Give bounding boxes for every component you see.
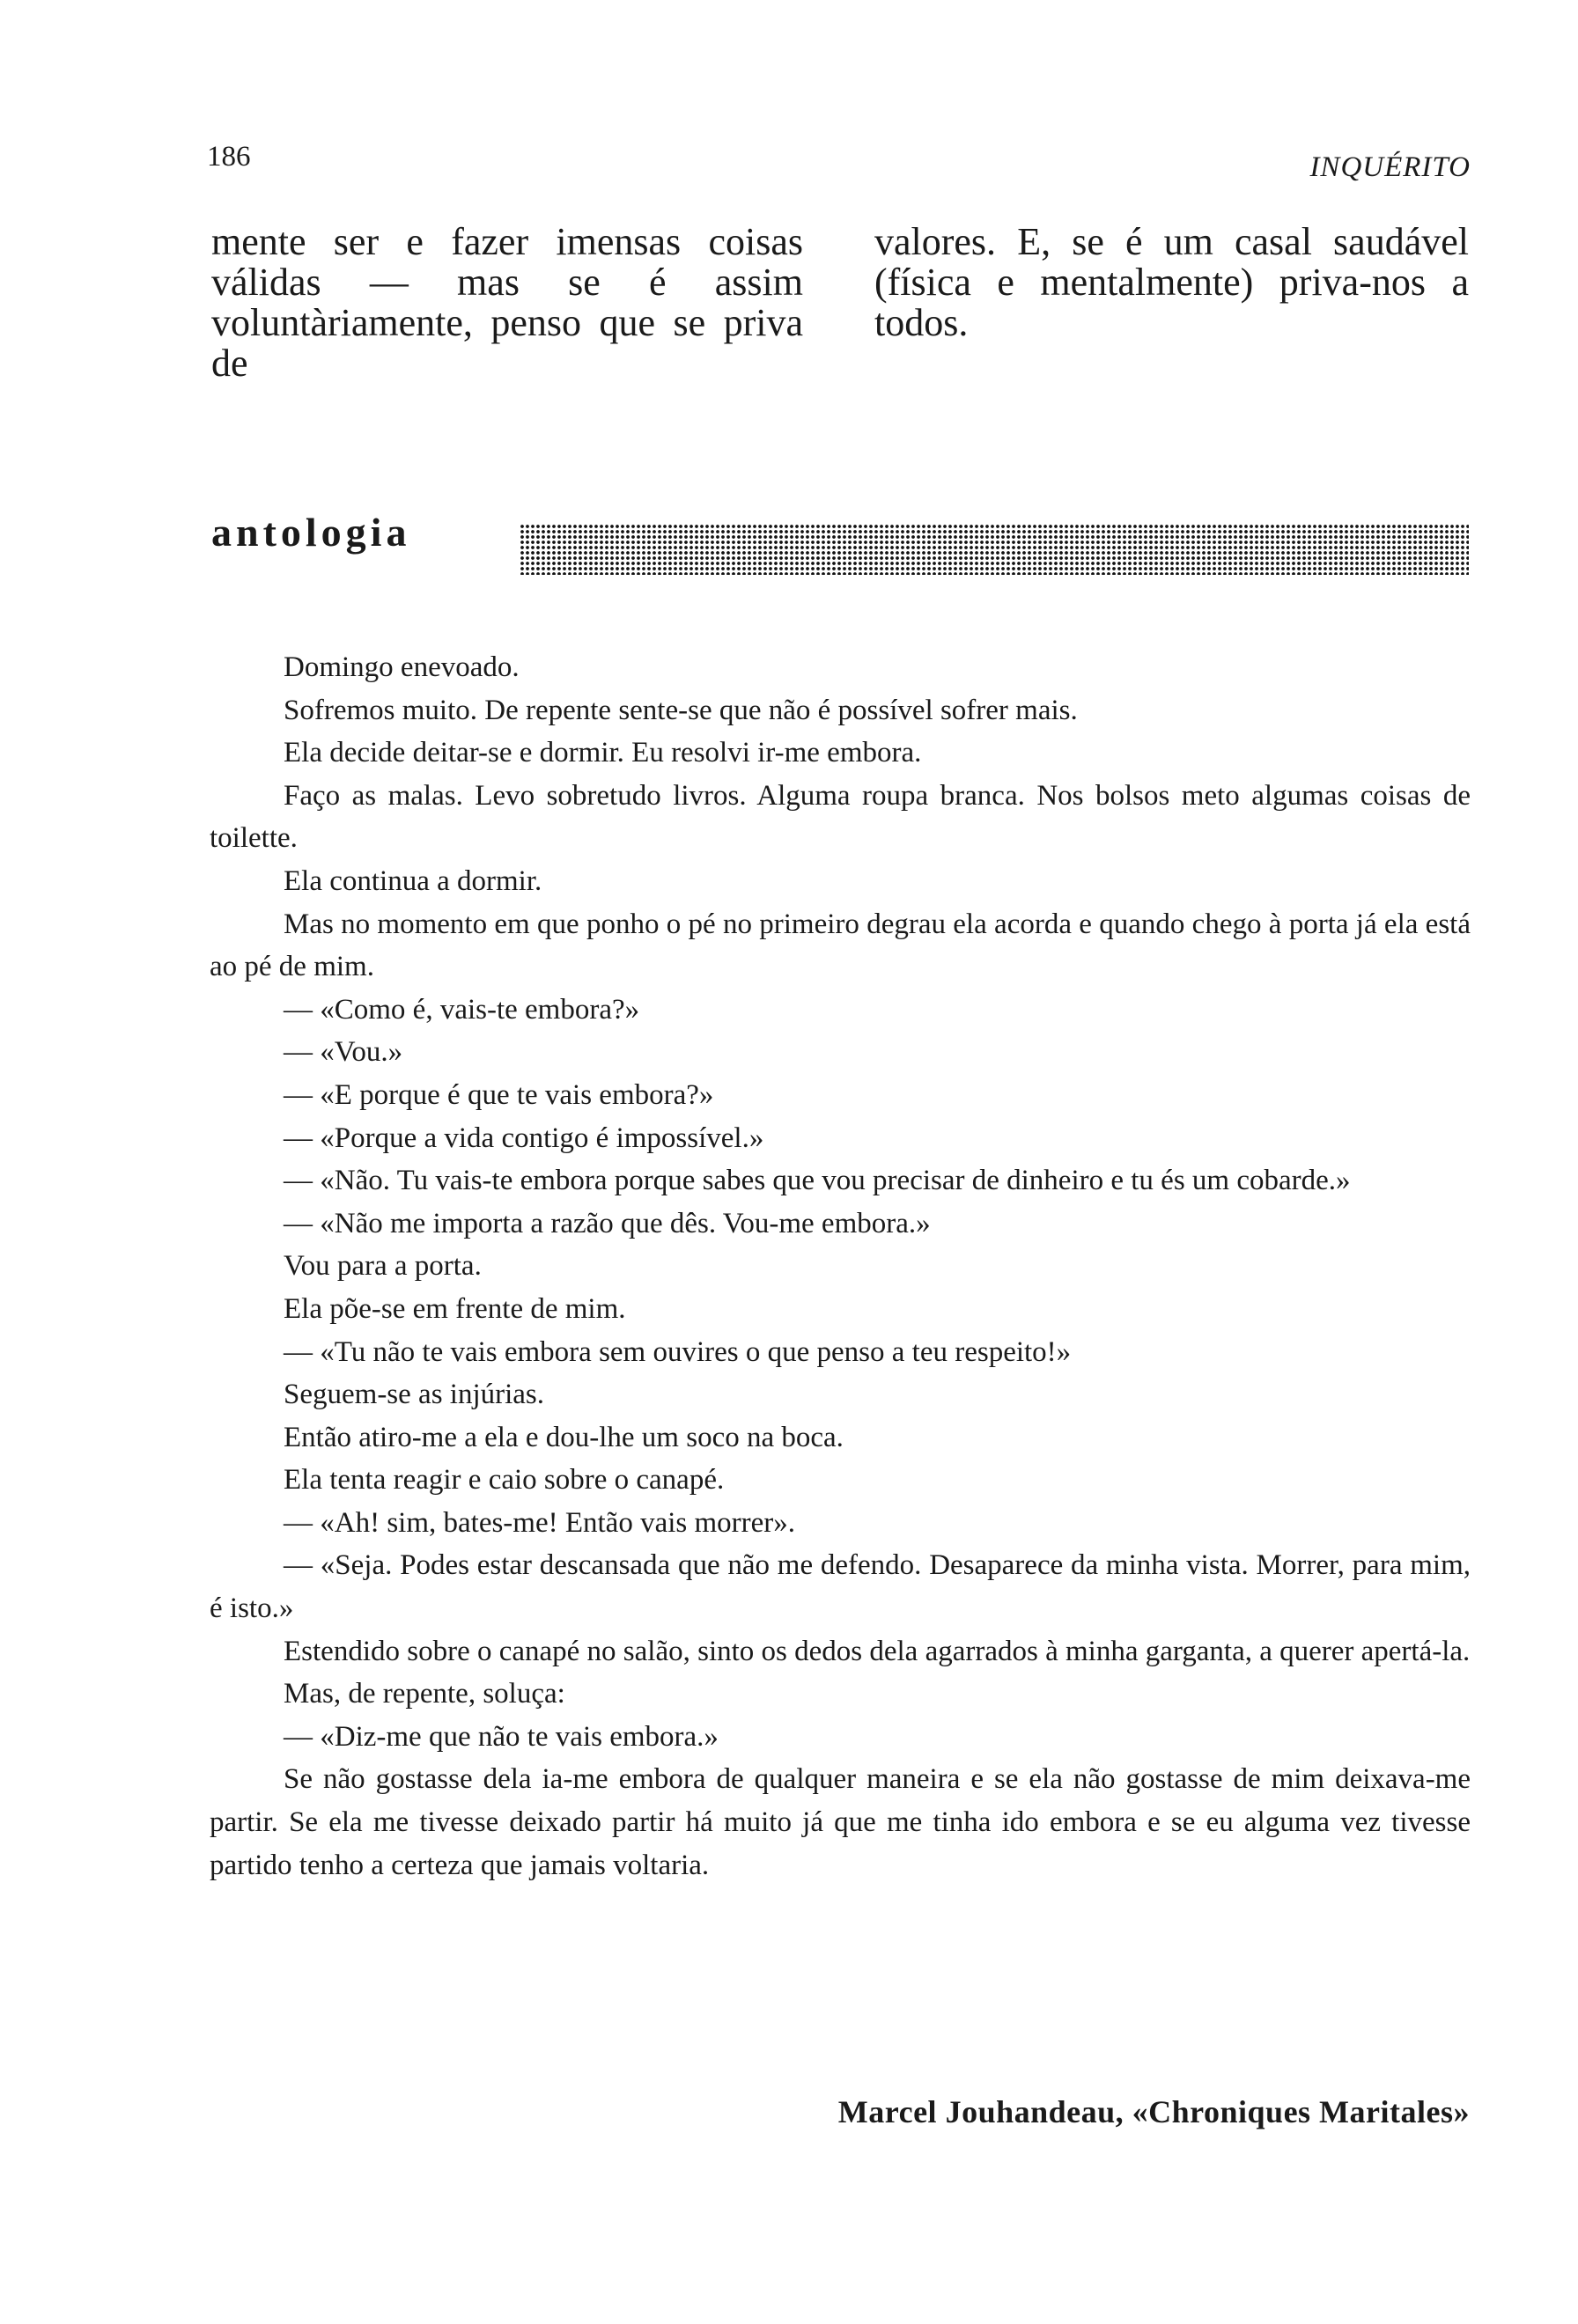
paragraph: Ela tenta reagir e caio sobre o canapé. bbox=[284, 1464, 725, 1497]
column-left-text: mente ser e fazer imensas coisas válidas — mas se é assim voluntàriamente, penso que se priva de bbox=[211, 220, 803, 385]
paragraph: Faço as malas. Levo sobretudo livros. Alguma roupa branca. Nos bolsos meto algumas coisas de toilette. bbox=[210, 779, 1471, 855]
anthology-text bbox=[210, 646, 1471, 1886]
dialogue-line: — «Ah! sim, bates-me! Então vais morrer». bbox=[284, 1506, 796, 1539]
paragraph: Mas no momento em que ponho o pé no primeiro degrau ela acorda e quando chego à porta já ela está ao pé de mim. bbox=[210, 908, 1471, 983]
dialogue-line: — «Não. Tu vais-te embora porque sabes que vou precisar de dinheiro e tu és um cobarde.» bbox=[284, 1165, 1351, 1197]
paragraph: Ela decide deitar-se e dormir. Eu resolvi ir-me embora. bbox=[284, 737, 922, 769]
dialogue-line: — «Seja. Podes estar descansada que não me defendo. Desaparece da minha vista. Morrer, para mim, é isto.» bbox=[210, 1549, 1471, 1625]
paragraph: Se não gostasse dela ia-me embora de qualquer maneira e se ela não gostasse de mim deixava-me partir. Se ela me tivesse deixado partir há muito já que me tinha ido embora e se eu alguma vez tivesse partido tenho a certeza que jamais voltaria. bbox=[210, 1763, 1471, 1881]
dialogue-line: — «Tu não te vais embora sem ouvires o que penso a teu respeito!» bbox=[284, 1335, 1072, 1368]
running-title: INQUÉRITO bbox=[1309, 151, 1471, 183]
paragraph: Então atiro-me a ela e dou-lhe um soco na boca. bbox=[284, 1421, 844, 1453]
attribution: Marcel Jouhandeau, «Chroniques Maritales» bbox=[837, 2094, 1470, 2129]
decorative-dot-rule bbox=[520, 524, 1469, 575]
paragraph: Seguem-se as injúrias. bbox=[284, 1379, 545, 1411]
column-left bbox=[211, 222, 803, 384]
dialogue-line: — «Não me importa a razão que dês. Vou-me embora.» bbox=[284, 1207, 931, 1239]
dialogue-line: — «Porque a vida contigo é impossível.» bbox=[284, 1122, 764, 1154]
column-right-text: valores. E, se é um casal saudável (física e mentalmente) priva-nos a todos. bbox=[874, 220, 1469, 344]
dialogue-line: — «E porque é que te vais embora?» bbox=[284, 1078, 714, 1111]
paragraph: Domingo enevoado. bbox=[284, 651, 520, 683]
page-number: 186 bbox=[207, 141, 251, 173]
section-heading: antologia bbox=[211, 510, 411, 555]
column-right bbox=[874, 222, 1469, 343]
paragraph: Ela põe-se em frente de mim. bbox=[284, 1292, 626, 1325]
dialogue-line: — «Vou.» bbox=[284, 1036, 403, 1069]
paragraph: Vou para a porta. bbox=[284, 1250, 482, 1283]
paragraph: Estendido sobre o canapé no salão, sinto os dedos dela agarrados à minha garganta, a querer apertá-la. bbox=[284, 1635, 1471, 1667]
paragraph: Mas, de repente, soluça: bbox=[284, 1678, 565, 1710]
paragraph: Sofremos muito. De repente sente-se que não é possível sofrer mais. bbox=[284, 694, 1078, 726]
dialogue-line: — «Como é, vais-te embora?» bbox=[284, 993, 640, 1026]
paragraph: Ela continua a dormir. bbox=[284, 864, 542, 897]
dialogue-line: — «Diz-me que não te vais embora.» bbox=[284, 1720, 719, 1753]
